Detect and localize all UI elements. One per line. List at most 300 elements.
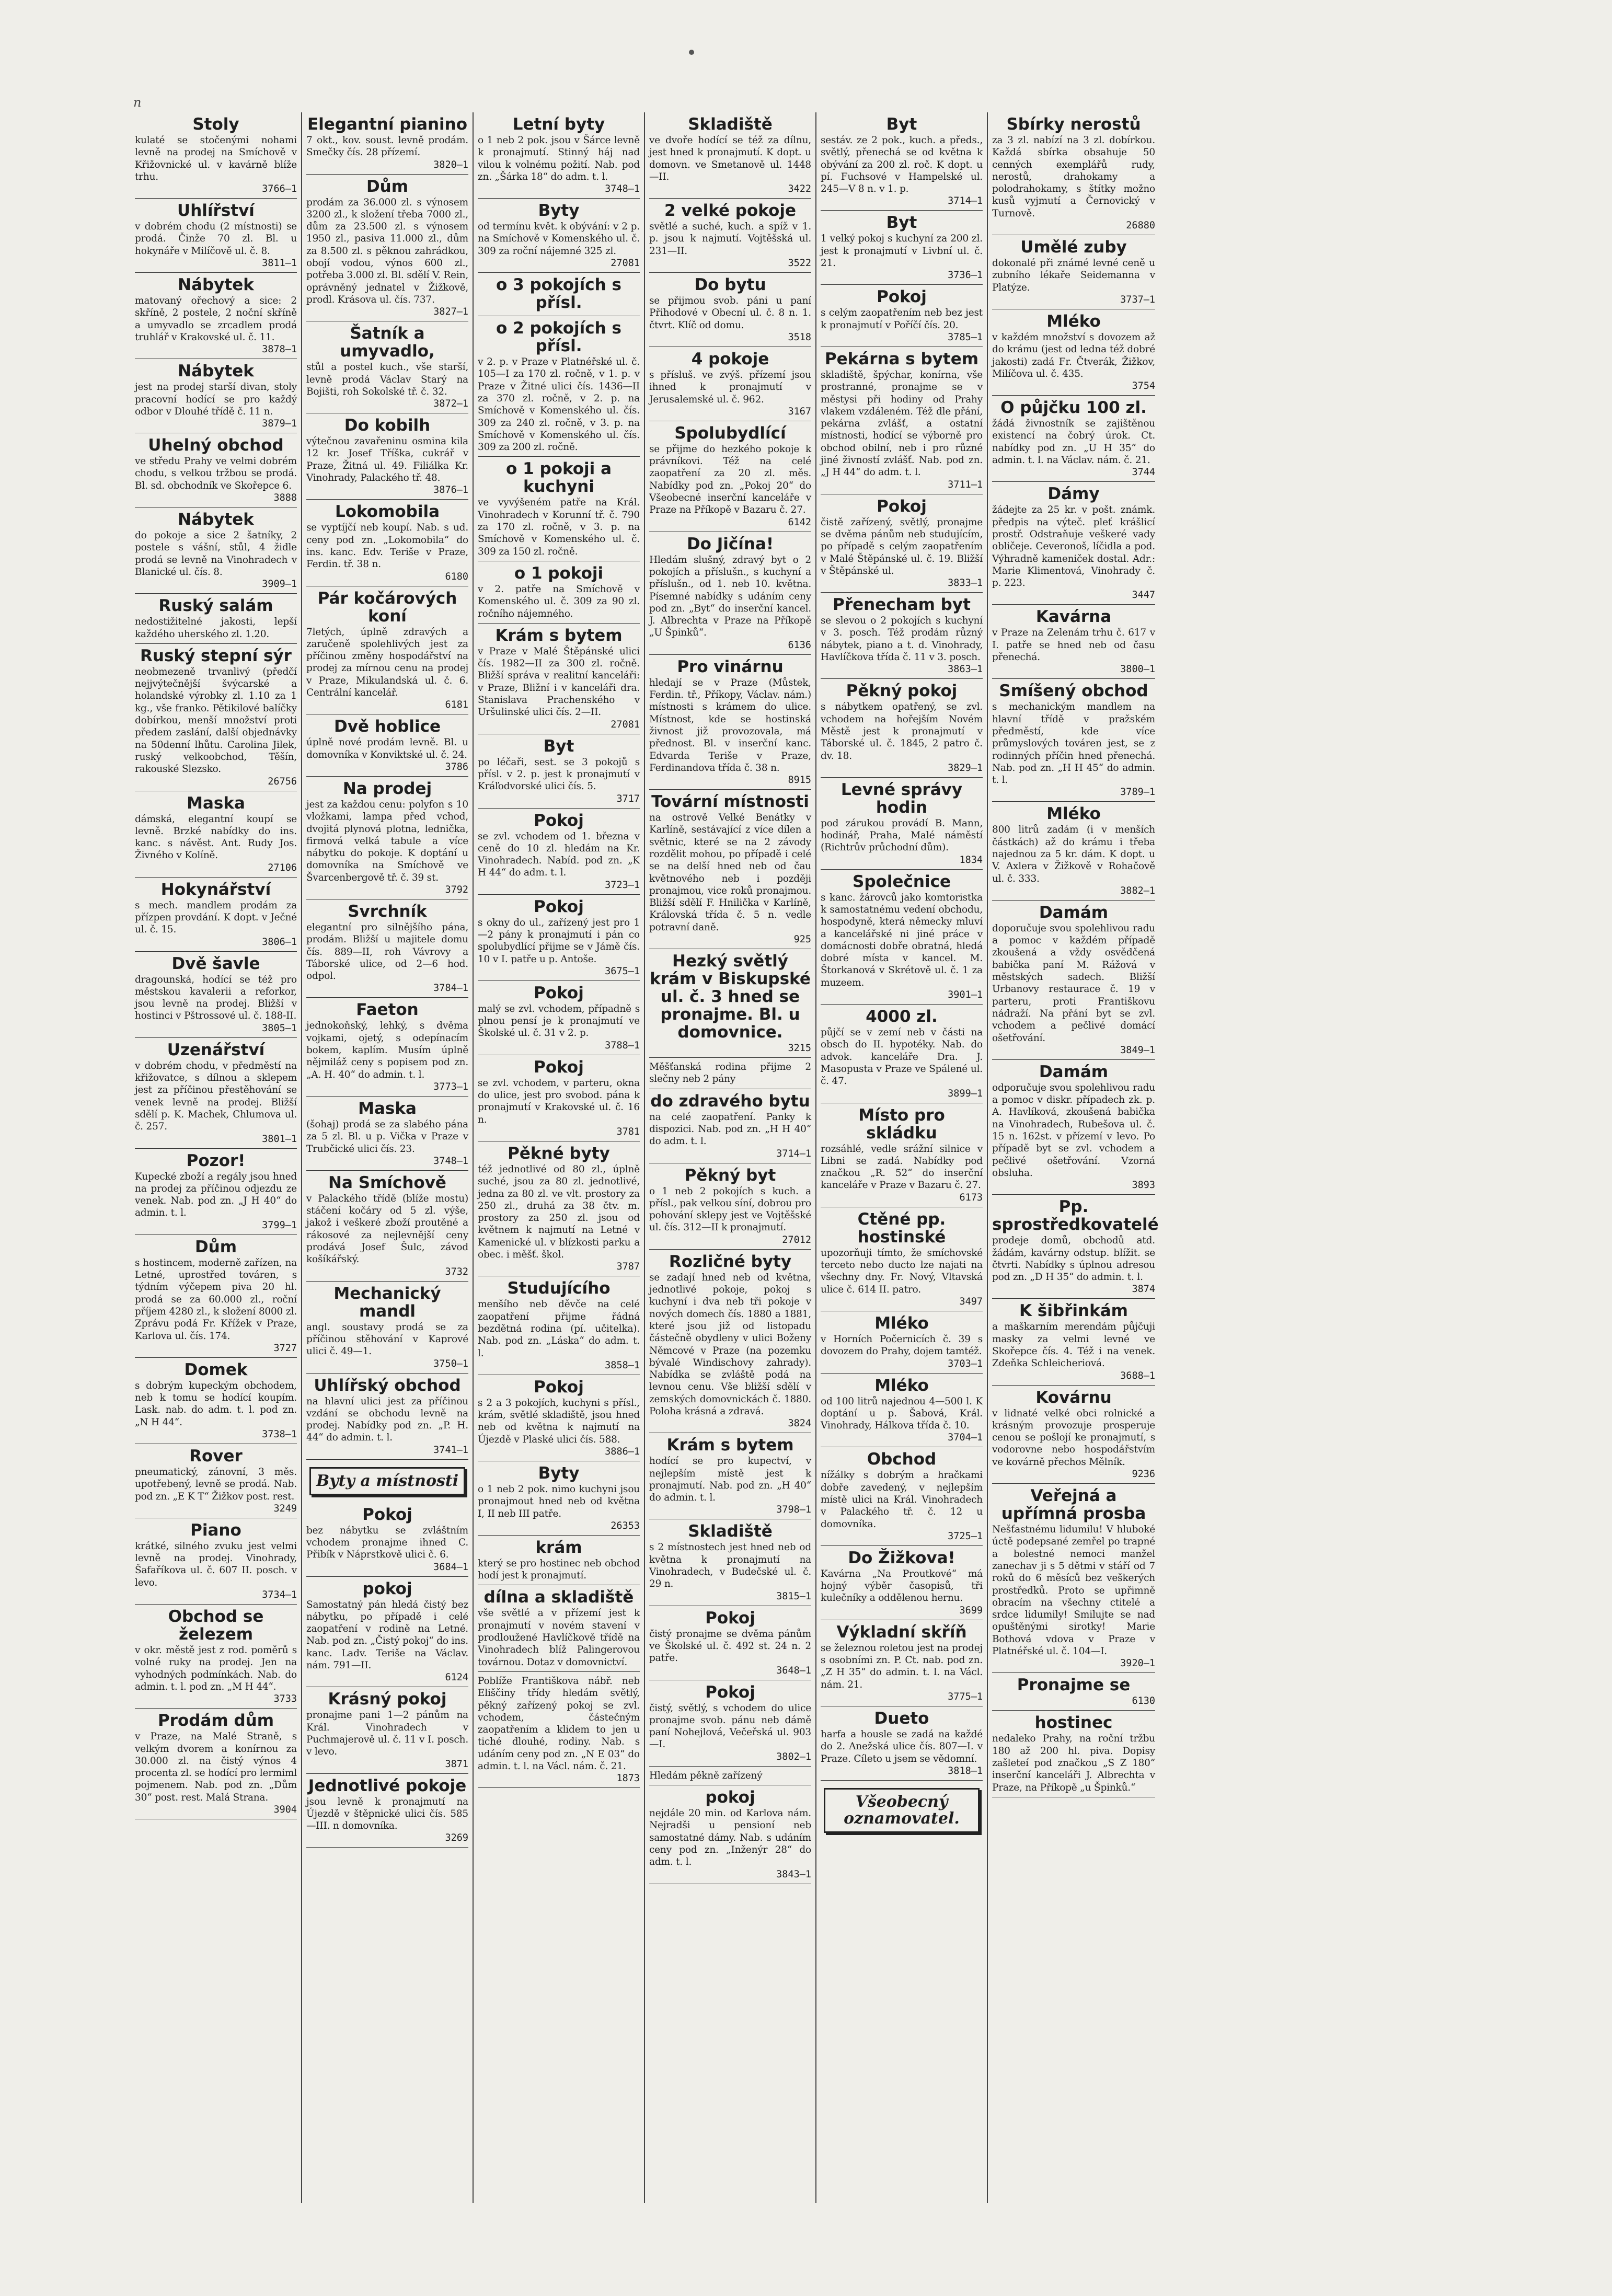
ad-reference-number: 3827—1 [433,306,468,318]
ad-body: Hledám slušný, zdravý byt o 2 pokojích a příslušn., s kuchyní a příslušn., od 1. neb 10. května. Písemné nabídky s udáním ceny pod zn. „Byt“ do inserční kancel. J. Albrechta v Praze na Příkopě „U Špinků“. [649,554,811,639]
ad-reference-number: 3909—1 [262,579,297,590]
ad-reference-number: 3714—1 [776,1148,811,1159]
ad-heading: Uzenářství [167,1040,265,1059]
ad-heading: 4 pokoje [691,349,769,368]
ad-body: angl. soustavy prodá se za příčinou stěhování v Kaprové ulici č. 49—1. [306,1321,468,1357]
classified-ad [992,605,1155,679]
ad-heading: Smíšený obchod [999,682,1148,701]
ad-body: čistý pronajme se dvěma pánům ve Školské ul. č. 492 st. 24 n. 2 patře. [649,1628,811,1664]
ad-heading: Šatník a umyvadlo, [340,324,435,361]
ad-body: s mech. mandlem prodám za přízpen provdání. K dopt. v Ječné ul. č. 15. [135,899,297,936]
ad-reference-number: 3858—1 [605,1359,640,1371]
ad-heading: Skladiště [688,115,773,134]
classified-columns [131,112,1505,2203]
ad-heading: Uhelný obchod [148,436,284,455]
ad-reference-number: 3748—1 [433,1155,468,1167]
ad-body: na ostrově Velké Benátky v Karlíně, sestávající z více dílen a světnic, které se na 2 závody rozdělit mohou, po případě i celé se na delší hned neb od čau květnového neb i později pronajmou, vice roků pronajmou. Bližší sdělí F. Hnilička v Karlíně, Královská třída č. 5 n. vedle potravní daně. [649,812,811,933]
ad-reference-number: 3704—1 [948,1432,983,1444]
ad-body: jsou levně k pronajmutí na Újezdě v štěpnické ulici čís. 585—III. n domovníka. [306,1796,468,1832]
ad-reference-number: 3904 [273,1804,297,1816]
ad-body: doporučuje svou spolehlivou radu a pomoc v každém případě zkoušená a vždy osvědčená babička paní M. Rážová v městských sadech. Bližší Urbanovy restaurace č. 19 v parteru, proti Františkovu nádraží. Na přání byt se zvl. vchodem a pečlivé domácí ošetřování. [992,922,1155,1044]
classified-ad [306,1097,468,1171]
classified-ad [821,211,983,285]
print-mark [689,50,694,55]
ad-heading: Pokoj [534,1057,584,1077]
ad-body: dragounská, hodící se též pro městskou kavalerii a reforkor, jsou levně na prodej. Bližší v hostinci v Pštrossové ul. č. 188-II. [135,974,297,1022]
classified-ad [135,1358,297,1444]
ad-reference-number: 3422 [788,183,811,195]
ad-heading: Pěkný pokoj [846,682,958,701]
column-5 [816,112,988,2203]
ad-heading: Levné správy hodin [840,780,963,817]
ad-heading: Kovárnu [1035,1388,1112,1407]
ad-heading: Mléko [874,1376,929,1395]
ad-reference-number: 3688—1 [1120,1370,1155,1381]
ad-heading: o 2 pokojích s přísl. [496,319,621,356]
ad-body: 7letých, úplně zdravých a zaručeně spolehlivých jest za příčinou změny hospodářství na prodej za mírnou cenu na prodej v Praze, Mikulandská ul. č. 6. Centrální kancelář. [306,626,468,699]
ad-heading: Kavárna [1035,607,1112,627]
classified-ad [992,679,1155,802]
ad-body: s 2 místnostech jest hned neb od května k pronajmutí na Vinohradech, v Budečské ul. č. 29 n. [649,1542,811,1590]
classified-ad [992,1673,1155,1711]
ad-body: Hledám pěkně zařízený [649,1770,763,1781]
ad-body: v dobrém chodu, v předměstí na křižovatce, s dílnou a sklepem jest za příčinou přestěhování se venek levně na prodej. Bližší sdělí p. K. Machek, Chlumova ul. č. 257. [135,1060,297,1133]
classified-ad [306,1687,468,1773]
ad-heading: Jednotlivé pokoje [308,1776,467,1795]
ad-heading: Do Žižkova! [848,1548,955,1567]
ad-body: bez nábytku se zvláštním vchodem pronajme ihned C. Přibík v Náprstkově ulici č. 6. [306,1525,468,1561]
ad-body: vše světlé a v přízemí jest k pronajmutí v novém stavení v prodloužené Havlíčkově třídě na Vinohradech blíž Palingerovou továrnou. Dotaz v domovnictví. [478,1608,640,1668]
ad-reference-number: 3717 [616,793,640,804]
column-4 [645,112,816,2203]
ad-body: nejdále 20 min. od Karlova nám. Nejradši u pensioní neb samostatné dámy. Nab. s udáním ceny pod zn. „Inženýr 28“ do adm. t. l. [649,1808,811,1868]
classified-ad [306,1503,468,1577]
ad-body: od 100 litrů najednou 4—500 l. K doptání u p. Šabová, Král. Vinohrady, Hálkova třída č. 10. [821,1395,983,1432]
classified-ad [992,901,1155,1060]
ad-heading: Pěkné byty [508,1144,610,1163]
classified-ad [821,347,983,494]
classified-ad [478,809,640,895]
ad-reference-number: 3843—1 [776,1868,811,1880]
ad-heading: Ctěné pp. hostinské [857,1209,946,1247]
ad-reference-number: 3879—1 [262,418,297,430]
ad-body: v Praze na Zelenám trhu č. 617 v I. patře se hned neb od času přenechá. [992,627,1155,663]
ad-heading: Výkladní skříň [836,1622,967,1642]
ad-heading: Veřejná a upřímná prosba [1001,1486,1146,1524]
classified-ad [478,734,640,809]
ad-heading: Místo pro skládku [858,1105,945,1143]
ad-reference-number: 3800—1 [1120,664,1155,675]
classified-ad [306,1774,468,1848]
ad-reference-number: 3849—1 [1120,1044,1155,1056]
classified-ad [478,457,640,561]
ad-reference-number: 27081 [611,258,640,269]
ad-heading: Uhlířství [177,201,255,221]
ad-heading: Do bytu [694,275,766,295]
ad-reference-number: 3727 [273,1342,297,1354]
classified-ad [649,1433,811,1519]
ad-reference-number: 3784—1 [433,983,468,994]
ad-reference-number: 3497 [959,1296,983,1307]
page-number: n [133,95,142,110]
ad-body: s celým zaopatřením neb bez jest k pronajmutí v Poříčí čís. 20. [821,307,983,331]
ad-body: se slevou o 2 pokojích s kuchyní v 3. posch. Též prodám různý nábytek, piano a t. d. Vinohrady, Havlíčkova třída č. 11 v 3. posch. [821,615,983,663]
classified-ad [135,359,297,433]
classified-ad [135,1444,297,1518]
classified-ad [821,1103,983,1207]
classified-ad [992,1299,1155,1385]
ad-reference-number: 6130 [1132,1695,1155,1707]
ad-reference-number: 3744 [1132,467,1155,478]
ad-body: v Palackého třídě (blíže mostu) stáčení kočáry od 5 zl. výše, jakož i veškeré zboží proutěné a rákosové za nejlevnější ceny prodává Josef Šulc, závod košíkářský. [306,1193,468,1265]
ad-body: Poblíže Františkova nábř. neb Eliščiny třídy hledám světlý, pěkný zařízený pokoj se zvl. vchodem, částečným zaopatřením a klidem to jen u tiché dlouhé, rodiny. Nab. s udáním ceny pod zn. „N E 03“ do admin. t. l. na Václ. nám. č. 21. [478,1675,640,1772]
classified-ad [135,199,297,273]
ad-reference-number: 3805—1 [262,1022,297,1034]
ad-reference-number: 3734—1 [262,1589,297,1601]
ad-body: a maškarním merendám půjčuji masky za velmi levné ve Skořepce čís. 4. Též i na venek. Zdeňka Schleicheriová. [992,1321,1155,1369]
ad-body: nedostižitelné jakosti, lepší každého uherského zl. 1.20. [135,616,297,640]
ad-body: s přísluš. ve zvýš. přízemí jsou ihned k pronajmutí v Jerusalemské ul. č. 962. [649,369,811,405]
ad-heading: krám [535,1538,582,1557]
ad-reference-number: 3748—1 [605,183,640,195]
ad-reference-number: 3733 [273,1693,297,1705]
classified-ad [478,1461,640,1536]
ad-heading: Pokoj [877,287,927,307]
ad-body: elegantní pro silnějšího pána, prodám. Bližší u majitele domu čís. 889—II, roh Vávrovy a Táborské ulice, od 2—6 hod. odpol. [306,921,468,982]
ad-reference-number: 3773—1 [433,1081,468,1092]
classified-ad [649,1767,811,1785]
ad-reference-number: 3882—1 [1120,885,1155,896]
classified-ad [992,396,1155,482]
ad-body: ve středu Prahy ve velmi dobrém chodu, s velkou tržbou se prodá. Bl. sd. obchodník ve Skořepce 6. [135,456,297,491]
ad-heading: Ruský salám [158,596,273,616]
classified-ad [306,899,468,998]
ad-heading: Studujícího [507,1279,611,1298]
ad-reference-number: 3799—1 [262,1219,297,1231]
ad-reference-number: 3741—1 [433,1444,468,1456]
classified-ad [649,949,811,1058]
ad-heading: Mléko [874,1313,929,1333]
classified-ad [821,1311,983,1374]
ad-body: ve vyvýšeném patře na Král. Vinohradech v Korunní tř. č. 790 za 170 zl. ročně, v 3. p. na Smíchově v Komenského ul. č. 309 za 150 zl. ročně. [478,497,640,557]
classified-ad [478,624,640,734]
ad-heading: o 3 pokojích s přísl. [496,275,621,313]
ad-reference-number: 6142 [788,516,811,528]
ad-reference-number: 6173 [959,1192,983,1203]
ad-heading: hostinec [1034,1713,1113,1733]
ad-heading: Dueto [874,1709,929,1728]
ad-body: jest na prodej starší divan, stoly pracovní hodící se pro každý odbor v Dlouhé třídě č. 11 n. [135,382,297,417]
classified-ad [821,112,983,211]
ad-body: krátké, silného zvuku jest velmi levně na prodej. Vinohrady, Šafaříkova ul. č. 607 II. posch. v levo. [135,1540,297,1588]
classified-ad [306,714,468,777]
ad-reference-number: 3901—1 [948,989,983,1001]
classified-ad [649,273,811,347]
classified-ad [992,1386,1155,1484]
ad-body: matovaný ořechový a sice: 2 skříně, 2 postele, 2 noční skříně a umyvadlo se zrcadlem prodá truhlář v Krakovské ul. č. 11. [135,295,297,343]
ad-reference-number: 1873 [616,1773,640,1784]
ad-reference-number: 3723—1 [605,879,640,891]
classified-ad [992,235,1155,309]
ad-reference-number: 3675—1 [605,965,640,977]
ad-body: dámská, elegantní koupí se levně. Brzké nabídky do ins. kanc. s návěst. Ant. Rudy Jos. Živného v Kolíně. [135,813,297,861]
ad-reference-number: 3711—1 [948,479,983,490]
ad-body: se přijmou svob. páni u paní Přihodové v Obecní ul. č. 8 n. 1. čtvrt. Klíč od domu. [649,295,811,331]
ad-body: nížálky s dobrým a hračkami dobře zavedený, v nejlepším místě ulici na Král. Vinohradech v Palackého tř. č. 12 u domovníka. [821,1470,983,1530]
ad-body: úplně nové prodám levně. Bl. u domovníka v Konviktské ul. č. 24. [306,737,468,760]
ad-reference-number: 3750—1 [433,1358,468,1369]
ad-heading: Byt [886,213,917,233]
ad-heading: Dámy [1047,484,1100,504]
ad-heading: Přenecham byt [833,595,971,615]
ad-body: se zvl. vchodem od 1. března v ceně do 10 zl. hledám na Kr. Vinohradech. Nabíd. pod zn. „K H 44“ do adm. t. l. [478,830,640,879]
ad-reference-number: 3754 [1132,380,1155,392]
ad-body: dokonalé při známé levné ceně u zubního lékaře Seidemanna v Platýze. [992,258,1155,293]
ad-body: 1 velký pokoj s kuchyní za 200 zl. jest k pronajmutí v Livbní ul. č. 21. [821,233,983,269]
ad-heading: Dvě šavle [171,954,260,973]
ad-heading: Pokoj [534,811,584,830]
ad-body: menšího neb děvče na celé zaopatření přijme řádná bezdětná rodina (pí. učitelka). Nab. pod zn. „Láska“ do adm. t. l. [478,1299,640,1359]
ad-reference-number: 26756 [268,776,297,787]
classified-ad [478,1585,640,1671]
ad-heading: Pro vinárnu [677,657,784,676]
classified-ad [821,778,983,870]
classified-ad [649,790,811,949]
classified-ad [649,199,811,273]
ad-reference-number: 3249 [273,1503,297,1514]
ad-reference-number: 3215 [788,1043,811,1054]
ad-body: pod zárukou provádí B. Mann, hodinář, Praha, Malé náměstí (Richtrův průchodní dům). [821,817,983,853]
ad-body: nedaleko Prahy, na roční tržbu 180 až 200 hl. piva. Dopisy zašleteí pod značkou „S Z 180“ inserční kanceláři J. Albrechta v Praze, na Příkopě „u Špinků.“ [992,1733,1155,1793]
ad-heading: Pěkný byt [684,1166,776,1185]
ad-reference-number: 3833—1 [948,578,983,589]
ad-body: neobmezeně trvanlivý (předčí nejjvýtečnější švýcarské a holandské výrobky zl. 1.10 za 1 kg., vše franko. Pětikilové balíčky dobírkou, menší množství proti předem zaslání, další objednávky na 50denní lhůtu. Carolina Jilek, ruský velkoobchod, Těšín, rakouské Slezsko. [135,666,297,775]
classified-ad [306,500,468,586]
ad-body: ve dvoře hodící se též za dílnu, jest hned k pronajmutí. K dopt. u domovn. ve Smetanově ul. 1448—II. [649,135,811,182]
ad-heading: Na prodej [342,779,432,798]
classified-ad [478,316,640,457]
ad-heading: Pronajme se [1017,1676,1131,1695]
classified-ad [649,1680,811,1767]
ad-reference-number: 3811—1 [262,258,297,269]
classified-ad [821,593,983,679]
ad-body: čistě zařízený, světlý, pronajme se dvěma pánům neb studujícím, po případě s celým zaopatřením v Malé Štěpánské ul. č. 19. Bližší v Štěpánské ul. [821,516,983,576]
ad-reference-number: 3269 [445,1832,468,1844]
ad-heading: Tovární místnosti [651,792,809,812]
ad-reference-number: 3703—1 [948,1358,983,1369]
ad-heading: Hokynářství [160,880,271,899]
ad-body: 800 litrů zadám (i v menších částkách) až do krámu i třeba najednou za 5 kr. dám. K dopt. u V. Axlera v Žižkově v Rohačově ul. č. 333. [992,824,1155,884]
classified-ad [821,1005,983,1103]
ad-heading: Maska [187,793,245,813]
classified-ad [478,1536,640,1586]
ad-heading: Piano [190,1520,241,1540]
ad-heading: Rozličné byty [669,1252,792,1271]
ad-reference-number: 6181 [445,699,468,711]
classified-ad [478,1055,640,1141]
ad-heading: dílna a skladiště [483,1588,634,1607]
ad-heading: Krásný pokoj [328,1690,447,1709]
ad-body: s okny do ul., zařízený jest pro 1—2 pány k pronajmutí i pán co spolubydlící přijme se v Jámě čís. 10 v I. patře u p. Antoše. [478,917,640,965]
ad-body: žádá živnostník se zajištěnou existencí na čobrý úrok. Ct. nabídky pod zn. „U H 35“ do admin. t. l. na Václav. nám. č. 21. [992,418,1155,466]
ad-reference-number: 3648—1 [776,1665,811,1676]
ad-reference-number: 3785—1 [948,331,983,343]
classified-ad [135,507,297,594]
ad-reference-number: 3888 [273,492,297,504]
ad-body: skladiště, špýchar, konírna, vše prostranné, pronajme se v městysi při hodiny od Prahy vlakem vzdáleném. Též dle přání, pekárna zvlášť, a ostatní místnosti, hodící se výborně pro obchod obilní, neb i pro různé jiné živností zvlášť. Nab. pod zn. „J H 44“ do adm. t. l. [821,369,983,478]
classified-ad [821,1374,983,1448]
ad-reference-number: 3738—1 [262,1429,297,1440]
ad-reference-number: 3699 [959,1605,983,1616]
ad-heading: Krám s bytem [495,626,623,645]
classified-ad [306,175,468,322]
ad-heading: Pokoj [534,983,584,1002]
ad-heading: Hezký světlý krám v Biskupské ul. č. 3 hned se pronajme. Bl. u domovnice. [650,952,811,1042]
classified-ad [649,421,811,532]
ad-body: se zvl. vchodem, v parteru, okna do ulice, jest pro svobod. pána k pronajmutí v Krakovské ul. č. 16 n. [478,1077,640,1125]
ad-reference-number: 3893 [1132,1180,1155,1191]
ad-heading: Stoly [192,115,239,134]
ad-heading: Nábytek [178,510,254,529]
ad-heading: Pokoj [362,1505,412,1524]
classified-ad [478,273,640,316]
ad-body: žádejte za 25 kr. v pošt. známk. předpis na výteč. pleť krášlicí prostř. Odstraňuje veškeré vady obličeje. Ceveronoš, líčidla a pod. Výhradně kameniček dostal. Adr.: Marie Klimentová, Vinohrady č. p. 223. [992,504,1155,589]
classified-ad [992,482,1155,605]
ad-body: 7 okt., kov. soust. levně prodám. Smečky čís. 28 přízemí. [306,135,468,158]
ad-reference-number: 3874 [1132,1284,1155,1295]
ad-reference-number: 3815—1 [776,1590,811,1602]
ad-body: kulaté se stočenými nohami levně na prodej na Smíchově v Křižovnické ul. v kavárně blíže trhu. [135,135,297,182]
classified-ad [135,273,297,359]
ad-body: Měšťanská rodina přijme 2 slečny neb 2 pány [649,1062,811,1085]
ad-heading: Sbírky nerostů [1006,115,1141,134]
classified-ad [821,494,983,593]
classified-ad [992,112,1155,235]
ad-body: malý se zvl. vchodem, případně s plnou pensí je k pronajmutí ve Školské ul. č. 31 v 2. p. [478,1003,640,1039]
ad-heading: Pekárna s bytem [824,349,979,368]
ad-body: za 3 zl. nabízí na 3 zl. dobírkou. Každá sbírka obsahuje 50 cenných exemplářů rudy, nerostů, drahokamy a polodrahokamy, s štítky možno kusů vyjmutí a Černovický v Turnově. [992,135,1155,219]
ad-body: půjčí se v zemí neb v části na obsch do II. hypotéky. Nab. do advok. kanceláře Dra. J. Masopusta v Praze ve Spálené ul. č. 47. [821,1027,983,1087]
ad-body: Kavárna „Na Proutkové“ má hojný výběr časopisů, tři kulečníky a oddělenou hernu. [821,1568,983,1604]
ad-body: v Praze, na Malé Straně, s velkým dvorem a konírnou za 30.000 zl. na čistý výnos 4 procenta zl. se hodící pro lermiml pojmenem. Nab. pod zn. „Dům 30“ post. rest. Malá Strana. [135,1731,297,1803]
classified-ad [135,791,297,878]
classified-ad [821,1447,983,1545]
classified-ad [478,895,640,981]
column-6 [988,112,1159,2203]
classified-ad [135,1605,297,1709]
classified-ad [649,112,811,199]
ad-reference-number: 3167 [788,406,811,417]
ad-reference-number: 3920—1 [1120,1658,1155,1669]
ad-heading: Pokoj [705,1682,755,1702]
ad-body: od termínu květ. k obývání: v 2 p. na Smíchově v Komenského ul. č. 309 za roční nájemné 325 zl. [478,221,640,257]
ad-reference-number: 3447 [1132,590,1155,601]
ad-reference-number: 3787 [616,1261,640,1273]
classified-ad [306,1374,468,1460]
ad-body: se vyptíjčí neb koupí. Nab. s ud. ceny pod zn. „Lokomobila“ do ins. kanc. Edv. Teriše v Praze, Ferdin. tř. 38 n. [306,522,468,570]
classified-ad [478,112,640,199]
classified-ad [649,532,811,655]
ad-heading: Pokoj [877,497,927,516]
classified-ad [135,1518,297,1605]
classified-ad [992,1195,1159,1299]
ad-reference-number: 3518 [788,331,811,343]
ad-reference-number: 3878—1 [262,344,297,355]
ad-reference-number: 3829—1 [948,762,983,774]
classified-ad [306,1282,468,1374]
ad-reference-number: 925 [793,934,811,945]
ad-body: sestáv. ze 2 pok., kuch. a předs., světlý, přenechá se od května k obývání za 200 zl. roč. K dopt. u pí. Fuchsové v Hampelské ul. 245—V 8 n. v 1. p. [821,135,983,195]
ad-reference-number: 3886—1 [605,1446,640,1457]
ad-body: výtečnou zavařeninu osmina kila 12 kr. Josef Tříška, cukrář v Praze, Žitná ul. 49. Filiálka Kr. Vinohrady, Palackého tř. 48. [306,436,468,484]
classified-ad [135,594,297,644]
ad-body: jednokoňský, lehký, s dvěma vojkami, ojetý, s odepínacím bokem, kaplím. Musím úplně nějmiláž ceny s popisem pod zn. „A. H. 40“ do admin. t. l. [306,1020,468,1080]
ad-body: v Praze v Malé Štěpánské ulici čís. 1982—II za 300 zl. ročně. Bližší správa v realitní kanceláři: v Praze, Bližní i v kanceláři dra. Stanislava Prachenského v Uršulinské ulici čís. 2—II. [478,645,640,718]
ad-body: v každém množství s dovozem až do krámu (jest od ledna též dobré jakosti) zadá Fr. Čtverák, Žižkov, Milíčova ul. č. 435. [992,331,1155,379]
ad-reference-number: 3792 [445,884,468,895]
ad-body: se železnou roletou jest na prodej s osobními zn. P. Ct. nab. pod zn. „Z H 35“ do admin. t. l. na Václ. nám. 21. [821,1642,983,1690]
ad-body: o 1 neb 2 pokojích s kuch. a přísl., pak velkou síní, dobrou pro pohování sklepy jest ve Vojtěšské ul. čís. 312—II k pronajmutí. [649,1185,811,1233]
ad-heading: Krám s bytem [666,1436,794,1455]
classified-ad [992,1060,1155,1195]
classified-ad [306,321,468,413]
ad-heading: Dům [194,1237,237,1256]
ad-heading: do zdravého bytu [650,1091,810,1111]
ad-heading: Mléko [1046,804,1101,824]
ad-reference-number: 3737—1 [1120,294,1155,305]
ad-body: v okr. městě jest z rod. poměrů s volné ruky na prodej. Jen na vyhodných podmínkách. Nab. do admin. t. l. pod zn. „M H 44“. [135,1645,297,1692]
ad-body: odporučuje svou spolehlivou radu a pomoc v diskr. případech zk. p. A. Havlíková, zkoušená babička na Vinohradech, Rubešova ul. č. 15 n. 162st. v přízemí v levo. Po případě byt se zvl. vchodem a pečlivé ošetřování. Vzorná obsluha. [992,1082,1155,1179]
ad-heading: O půjčku 100 zl. [1000,398,1147,418]
ad-body: s 2 a 3 pokojích, kuchyni s přísl., krám, světlé skladiště, jsou hned neb od května k najmutí na Újezdě v Plaské ulici čís. 588. [478,1397,640,1445]
ad-reference-number: 3899—1 [948,1088,983,1099]
classified-ad [135,1149,297,1235]
ad-reference-number: 8915 [788,775,811,786]
ad-reference-number: 6124 [445,1672,468,1683]
classified-ad [478,199,640,273]
ad-reference-number: 3876—1 [433,484,468,496]
ad-heading: o 1 pokoji [514,563,604,583]
ad-body: do pokoje a sice 2 šatníky, 2 postele s vášní, stůl, 4 židle prodá se levně na Vinohradech v Blanické ul. čís. 8. [135,530,297,578]
ad-reference-number: 6136 [788,639,811,651]
ad-body: který se pro hostinec neb obchod hodí jest k pronajmutí. [478,1557,640,1582]
column-1 [131,112,302,2203]
classified-ad [135,878,297,952]
ad-heading: Nábytek [178,275,254,295]
ad-reference-number: 3522 [788,258,811,269]
ad-heading: Byt [886,115,917,134]
ad-heading: Damám [1039,903,1109,922]
ad-reference-number: 3781 [616,1126,640,1137]
ad-body: čistý, světlý, s vchodem do ulice pronajme svob. pánu neb dámě paní Nohejlová, Večeřská ul. 903—I. [649,1702,811,1750]
section-banner: Všeobecný oznamovatel. [824,1788,980,1833]
ad-heading: Společnice [853,872,951,891]
ad-body: rozsáhlé, vedle srážní silnice v Libni se zadá. Nabídky pod značkou „R. 52“ do inserční kanceláře v Praze v Bazaru č. 27. [821,1143,983,1191]
classified-ad [649,1606,811,1680]
ad-heading: Faeton [356,1000,419,1020]
ad-reference-number: 3824 [788,1418,811,1429]
classified-ad [135,112,297,199]
classified-ad [821,679,983,777]
ad-heading: Domek [184,1360,248,1379]
classified-ad [821,285,983,347]
classified-ad [649,1785,811,1884]
ad-body: jest za každou cenu: polyfon s 10 vložkami, lampa před vchod, dvojitá plynová plotna, lednička, firmová velká tabule a více nábytku do pokoje. K doptání u domovníka na Smíchově ve Švarcenbergově tř. č. 39 st. [306,799,468,883]
section-banner: Byty a místnosti [309,1467,465,1495]
classified-ad [135,1709,297,1819]
ad-reference-number: 3802—1 [776,1751,811,1762]
ad-reference-number: 27081 [611,719,640,730]
